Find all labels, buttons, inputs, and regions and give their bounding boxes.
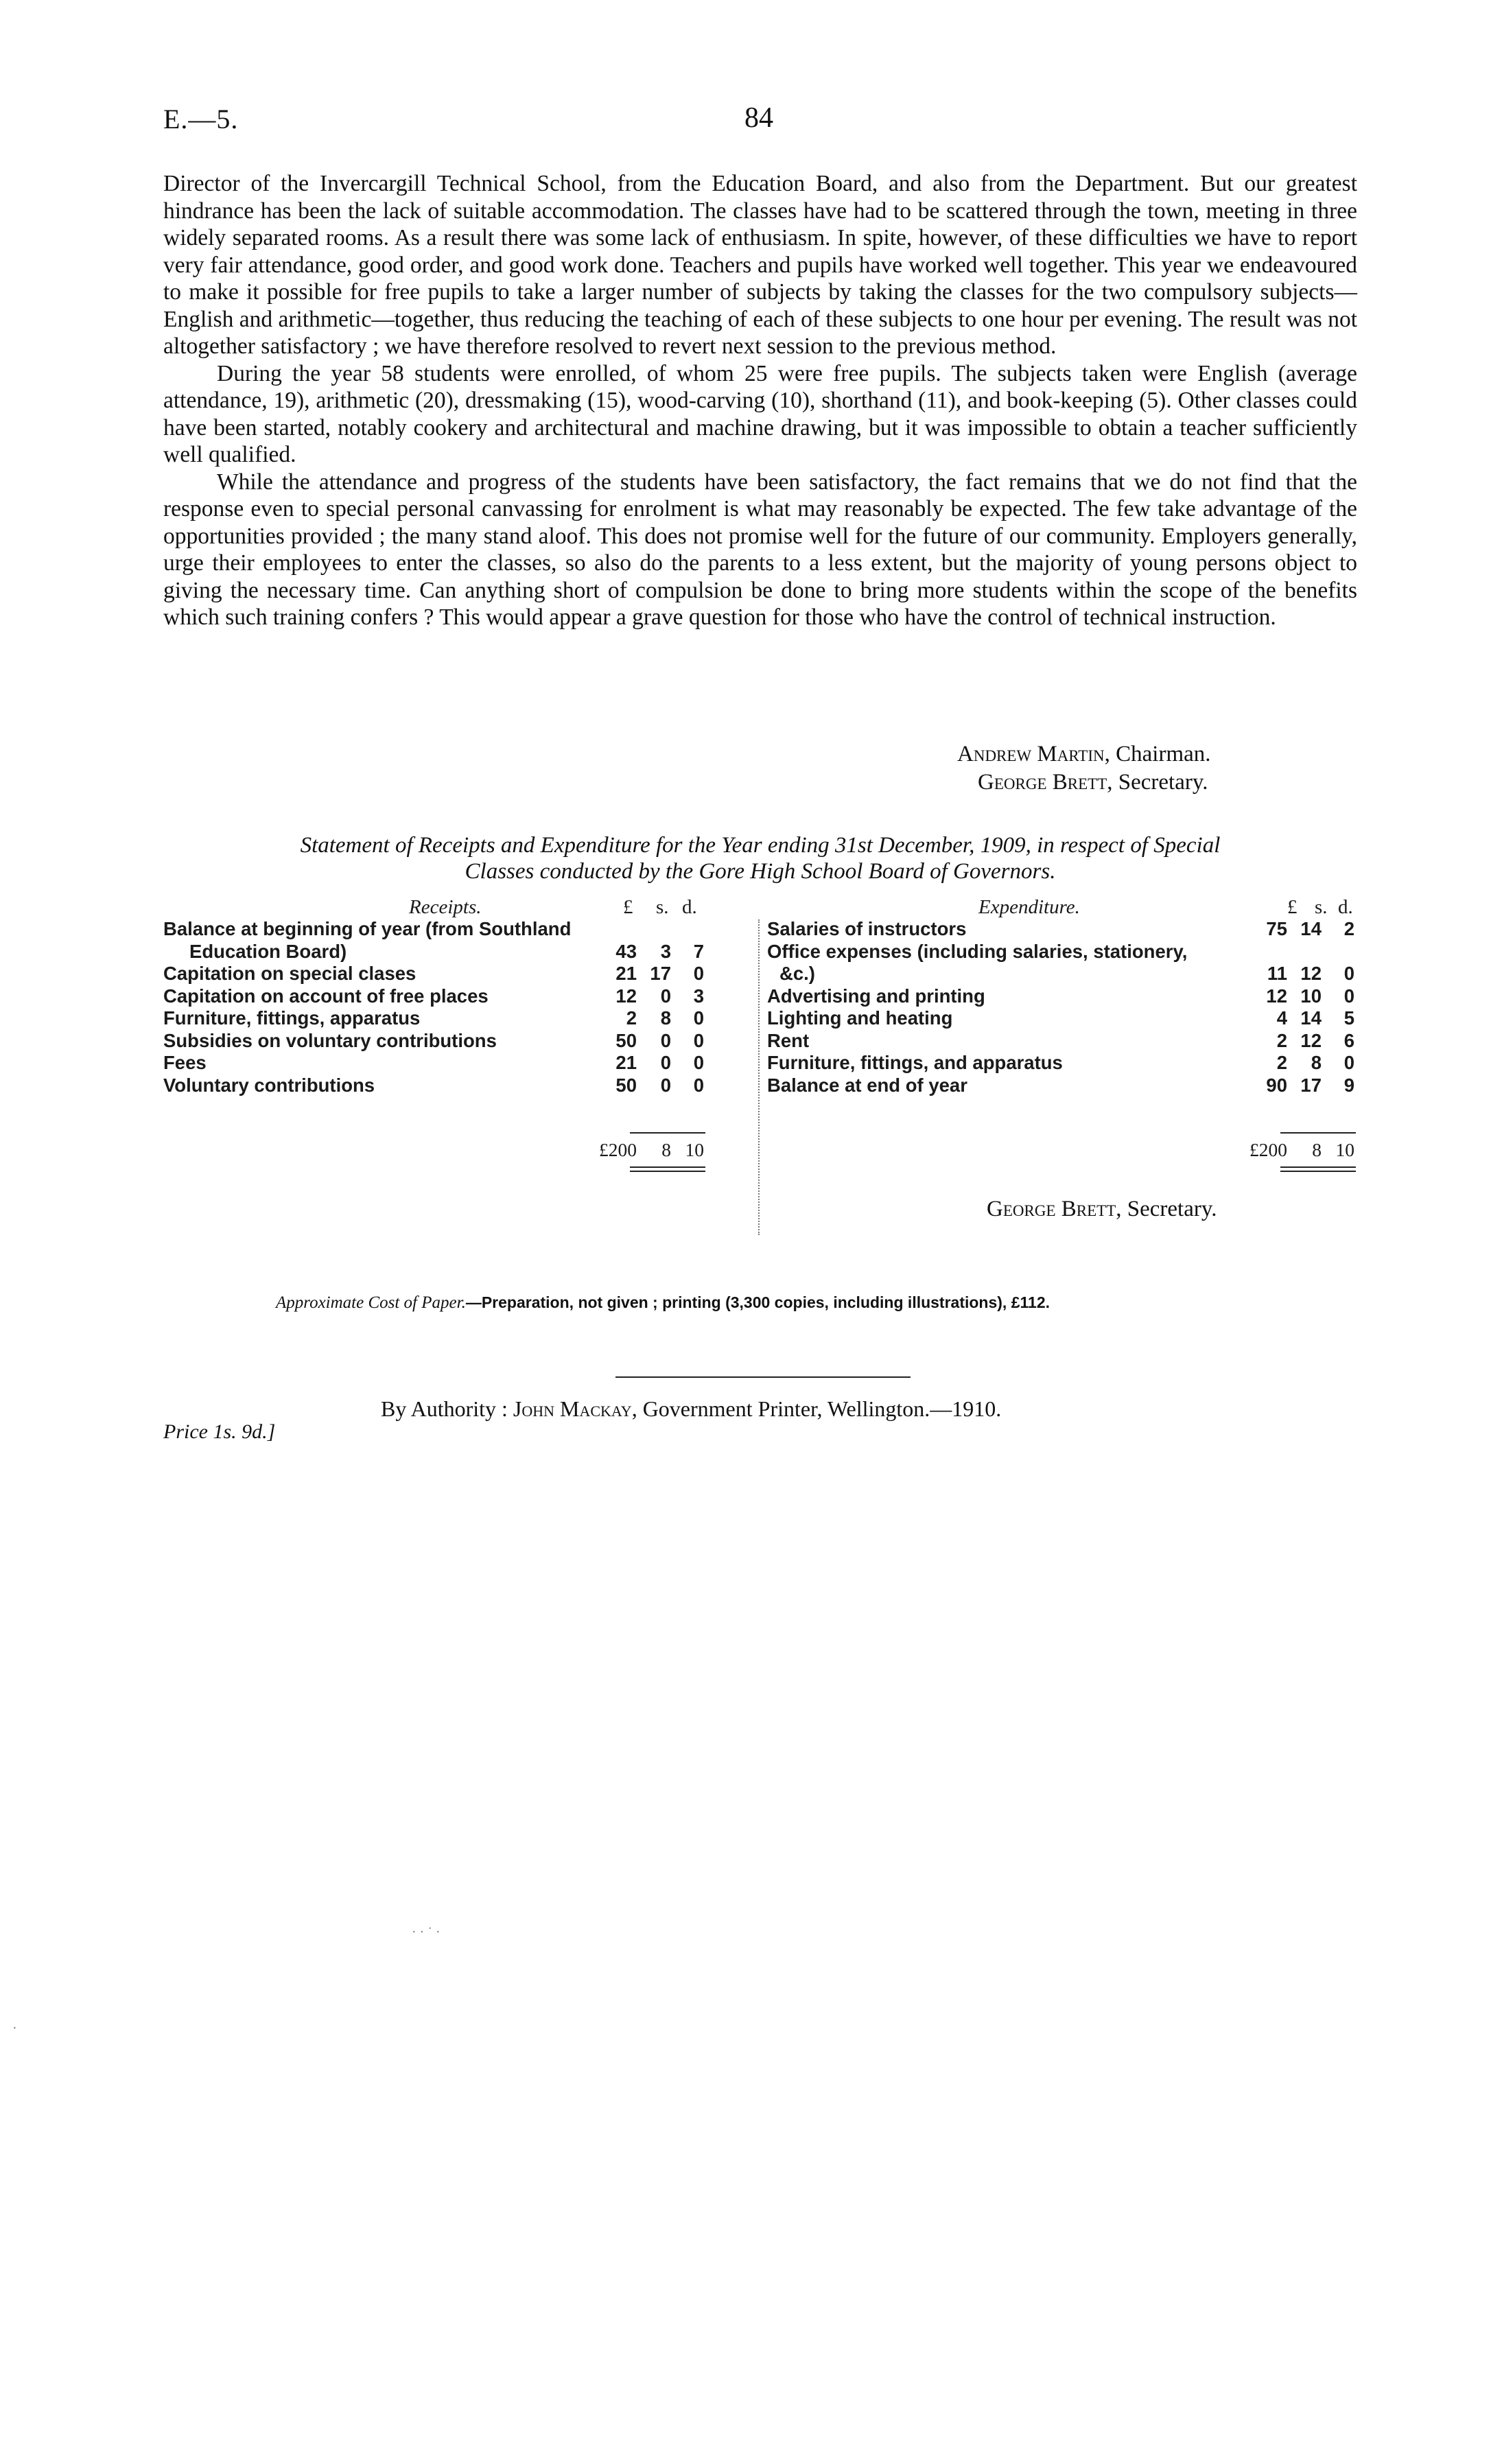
printer-name: John Mackay: [513, 1396, 632, 1421]
receipt-label: Balance at beginning of year (from Southland: [163, 918, 572, 939]
paragraph-3: While the attendance and progress of the students have been satisfactory, the fact remains that we do not find that the response even to special personal canvassing for enrolment is what may reasonably be expected. The few take advantage of the opportunities provided ; the many stand aloof. This does not promise well for the future of our community. Employers generally, urge their employees to enter the classes, so also do the parents to a less extent, but the majority of young persons object to giving the necessary time. Can anything short of compulsion be done to bring more students within the scope of the benefits which such training confers ? This would appear a grave question for those who have the control of technical instruction.: [163, 469, 1357, 630]
scan-speck: · · ˙ ·: [412, 1925, 441, 1940]
receipt-pence: 0: [693, 1052, 704, 1073]
expenditure-label: Furniture, fittings, and apparatus: [767, 1052, 1063, 1073]
receipt-pence: 0: [693, 963, 704, 984]
expenditure-label: Office expenses (including salaries, stationery,: [767, 940, 1188, 962]
expenditure-pence: 0: [1343, 1052, 1354, 1073]
receipts-total-rule-top: [630, 1132, 705, 1134]
footer-rule: [615, 1376, 911, 1378]
receipt-shillings: 17: [650, 963, 671, 984]
expenditure-label: Advertising and printing: [767, 985, 985, 1007]
receipt-pence: 0: [693, 1007, 704, 1029]
expenditure-shillings-head: s.: [1315, 896, 1328, 918]
expenditure-pence: 2: [1343, 918, 1354, 939]
approximate-cost-text: —Preparation, not given ; printing (3,300 copies, including illustrations), £112.: [465, 1293, 1050, 1311]
secretary-signature-top: [978, 770, 1208, 795]
expenditure-total-pence: 10: [1335, 1139, 1354, 1160]
receipt-shillings: 0: [660, 1029, 671, 1051]
receipt-pounds: 2: [626, 1007, 637, 1029]
approximate-cost-note: [276, 1293, 1050, 1313]
document-reference: E.—5.: [163, 104, 239, 134]
receipt-pounds: 12: [615, 985, 637, 1007]
receipt-pence: 7: [693, 940, 704, 962]
expenditure-pounds: 11: [1267, 963, 1287, 984]
receipt-pounds: 50: [615, 1074, 637, 1096]
expenditure-shillings: 14: [1300, 1007, 1322, 1029]
chairman-signature: [957, 742, 1211, 767]
price: Price 1s. 9d.]: [163, 1420, 276, 1443]
expenditure-shillings: 10: [1300, 985, 1322, 1007]
receipts-total-rule-bottom-2: [630, 1171, 705, 1172]
receipt-pence: 0: [693, 1074, 704, 1096]
paragraph-2: During the year 58 students were enrolled, of whom 25 were free pupils. The subjects taken were English (average attendance, 19), arithmetic (20), dressmaking (15), wood-carving (10), shorthand (11), and book-keeping (5). Other classes could have been started, notably cookery and architectural and machine drawing, but it was impossible to obtain a teacher sufficiently well qualified.: [163, 360, 1357, 467]
expenditure-pounds: 2: [1276, 1029, 1287, 1051]
expenditure-total-rule-bottom-1: [1280, 1166, 1356, 1168]
secretary-signature: [987, 1197, 1217, 1222]
receipt-pence: 0: [693, 1029, 704, 1051]
receipt-shillings: 0: [660, 1052, 671, 1073]
statement-title-line-2: Classes conducted by the Gore High School Board of Governors.: [465, 859, 1056, 884]
receipt-label: Voluntary contributions: [163, 1074, 375, 1096]
receipt-pounds: 50: [615, 1029, 637, 1051]
receipt-label: Capitation on account of free places: [163, 985, 489, 1007]
receipt-shillings: 8: [660, 1007, 671, 1029]
expenditure-pounds: 2: [1276, 1052, 1287, 1073]
receipt-pounds: 43: [615, 940, 637, 962]
page-number: 84: [744, 102, 773, 134]
statement-title-line-1: Statement of Receipts and Expenditure for the Year ending 31st December, 1909, in respect of Special: [300, 833, 1221, 858]
expenditure-label: &c.): [779, 963, 815, 984]
expenditure-pence: 6: [1343, 1029, 1354, 1051]
receipts-pence-head: d.: [682, 896, 697, 918]
expenditure-shillings: 17: [1300, 1074, 1322, 1096]
receipt-shillings: 3: [660, 940, 671, 962]
receipt-pence: 3: [693, 985, 704, 1007]
expenditure-pence: 0: [1343, 985, 1354, 1007]
body-text: [163, 170, 1357, 631]
column-divider: [758, 919, 760, 1235]
expenditure-total-shillings: 8: [1312, 1139, 1322, 1160]
statement-secretary-name: George Brett: [987, 1197, 1116, 1221]
receipts-total-pounds: £200: [599, 1139, 637, 1160]
expenditure-label: Balance at end of year: [767, 1074, 967, 1096]
receipts-total-rule-bottom-1: [630, 1166, 705, 1168]
receipts-shillings-head: s.: [656, 896, 669, 918]
expenditure-shillings: 8: [1311, 1052, 1322, 1073]
expenditure-label: Rent: [767, 1029, 810, 1051]
expenditure-pence: 9: [1343, 1074, 1354, 1096]
expenditure-pence-head: d.: [1338, 896, 1353, 918]
expenditure-pounds: 4: [1276, 1007, 1287, 1029]
receipts-heading: Receipts.: [409, 896, 482, 918]
receipt-shillings: 0: [660, 985, 671, 1007]
approximate-cost-label: Approximate Cost of Paper.: [276, 1293, 466, 1312]
expenditure-pounds-head: £: [1287, 896, 1298, 918]
paragraph-1: Director of the Invercargill Technical School, from the Education Board, and also from the Department. But our greatest hindrance has been the lack of suitable accommodation. The classes have had to be scattered through the town, meeting in three widely separated rooms. As a result there was some lack of enthusiasm. In spite, however, of these difficulties we have to report very fair attendance, good order, and good work done. Teachers and pupils have worked well together. This year we endeavoured to make it possible for free pupils to take a larger number of subjects by taking the classes for the two compulsory subjects—English and arithmetic—together, thus reducing the teaching of each of these subjects to one hour per evening. The result was not altogether satisfactory ; we have therefore resolved to revert next session to the previous method.: [163, 171, 1357, 359]
expenditure-pence: 0: [1343, 963, 1354, 984]
receipt-label: Capitation on special clases: [163, 963, 416, 984]
secretary-role: , Secretary.: [1107, 770, 1208, 795]
expenditure-total-rule-bottom-2: [1280, 1171, 1356, 1172]
receipt-label: Education Board): [189, 940, 347, 962]
expenditure-pounds: 75: [1266, 918, 1287, 939]
scan-speck: ·: [12, 2021, 17, 2036]
expenditure-label: Salaries of instructors: [767, 918, 967, 939]
receipt-label: Furniture, fittings, apparatus: [163, 1007, 421, 1029]
receipt-pounds: 21: [615, 963, 637, 984]
expenditure-total-pounds: £200: [1249, 1139, 1287, 1160]
expenditure-shillings: 12: [1300, 963, 1322, 984]
expenditure-total-rule-top: [1280, 1132, 1356, 1134]
chairman-name: Andrew Martin: [957, 742, 1105, 766]
expenditure-shillings: 12: [1300, 1029, 1322, 1051]
secretary-name: George Brett: [978, 770, 1107, 795]
receipts-total-shillings: 8: [661, 1139, 671, 1160]
statement-secretary-role: , Secretary.: [1116, 1197, 1217, 1221]
expenditure-table: [767, 897, 1357, 1220]
receipt-label: Subsidies on voluntary contributions: [163, 1029, 497, 1051]
authority-suffix: , Government Printer, Wellington.—1910.: [631, 1396, 1002, 1421]
receipts-table: [163, 897, 753, 1220]
receipt-pounds: 21: [615, 1052, 637, 1073]
receipt-label: Fees: [163, 1052, 207, 1073]
expenditure-pounds: 12: [1266, 985, 1287, 1007]
expenditure-label: Lighting and heating: [767, 1007, 953, 1029]
expenditure-heading: Expenditure.: [978, 896, 1080, 918]
expenditure-pounds: 90: [1266, 1074, 1287, 1096]
chairman-role: , Chairman.: [1104, 742, 1211, 766]
receipt-shillings: 0: [660, 1074, 671, 1096]
expenditure-pence: 5: [1343, 1007, 1354, 1029]
receipts-pounds-head: £: [623, 896, 633, 918]
statement-title: [163, 832, 1357, 884]
expenditure-shillings: 14: [1300, 918, 1322, 939]
authority-prefix: By Authority :: [381, 1396, 513, 1421]
authority-line: [381, 1396, 1001, 1422]
receipts-total-pence: 10: [685, 1139, 704, 1160]
